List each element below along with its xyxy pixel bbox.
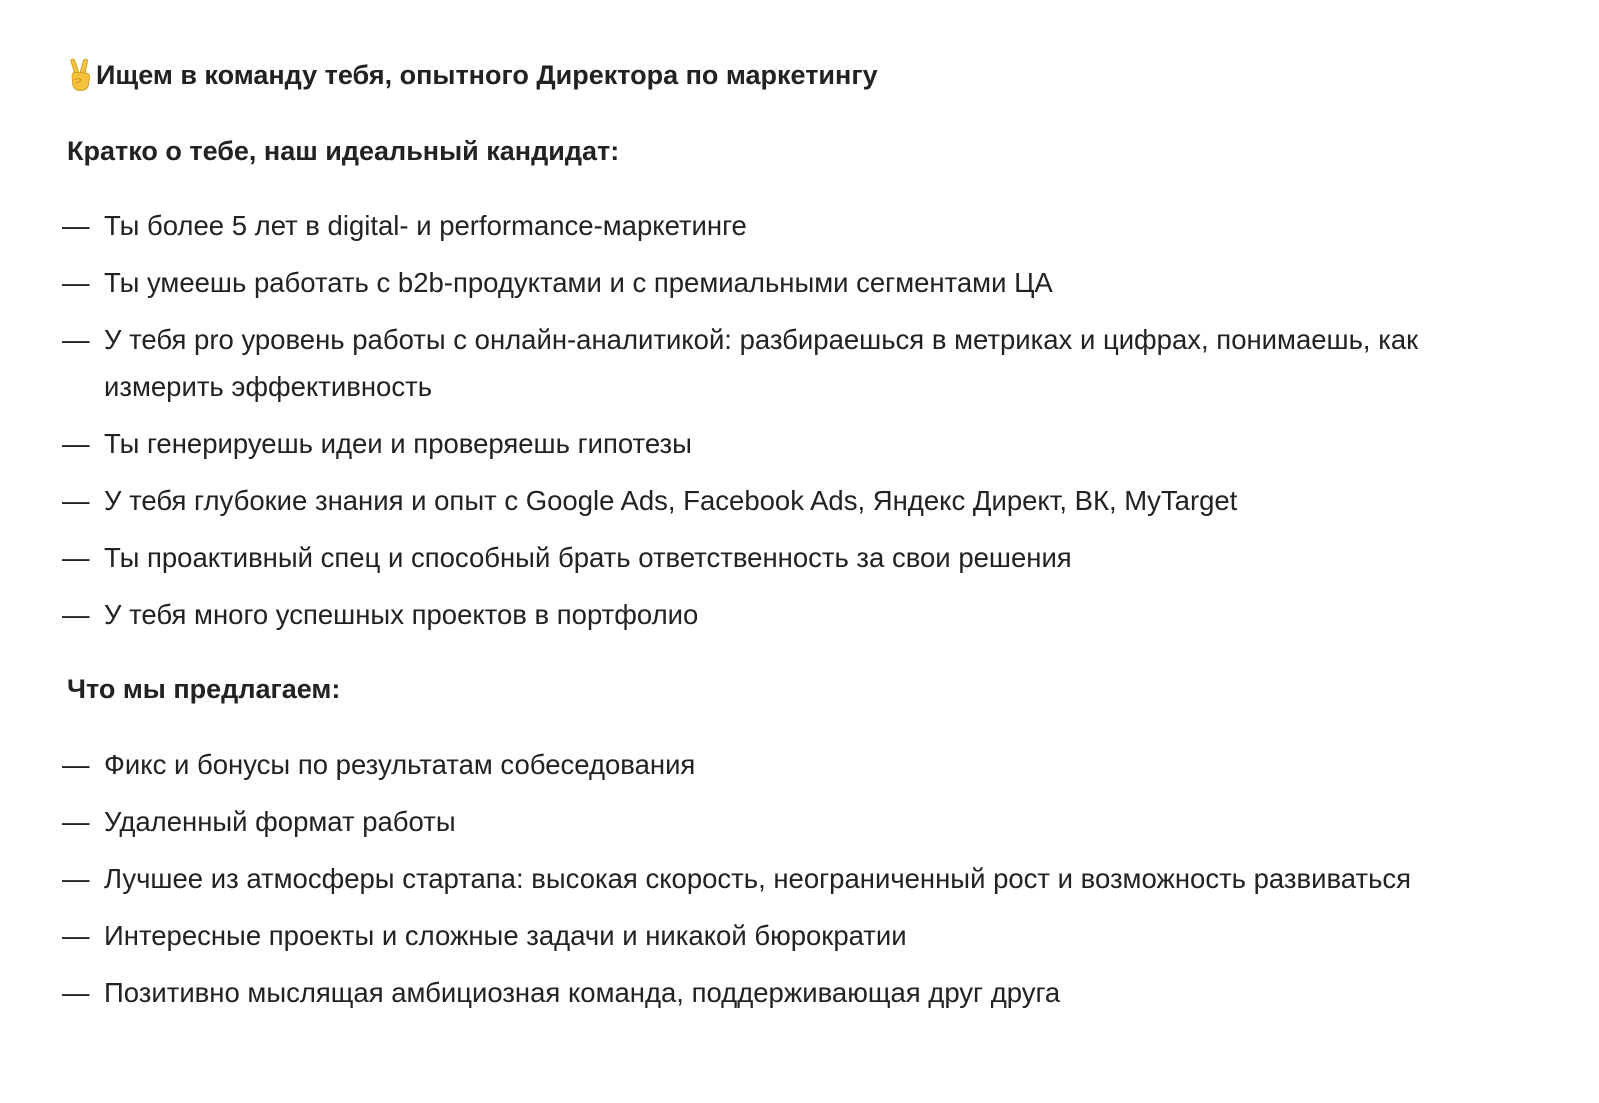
list-item — [62, 420, 1542, 467]
list-item-text: Удаленный формат работы — [104, 806, 456, 837]
bullet-dash: — — [62, 863, 90, 894]
candidate-requirements-list — [62, 202, 1542, 648]
list-item — [62, 316, 1542, 410]
list-item — [62, 259, 1542, 306]
offer-list — [62, 741, 1542, 1026]
list-item-text: Ты умеешь работать с b2b-продуктами и с премиальными сегментами ЦА — [104, 267, 1053, 298]
bullet-dash: — — [62, 542, 90, 573]
candidate-section-title: Кратко о тебе, наш идеальный кандидат: — [67, 136, 620, 166]
list-item-text: Ты проактивный спец и способный брать ответственность за свои решения — [104, 542, 1072, 573]
bullet-dash: — — [62, 749, 90, 780]
bullet-dash: — — [62, 485, 90, 516]
list-item-text: Интересные проекты и сложные задачи и никакой бюрократии — [104, 920, 907, 951]
list-item — [62, 969, 1542, 1016]
bullet-dash: — — [62, 806, 90, 837]
headline — [66, 56, 878, 94]
bullet-dash: — — [62, 599, 90, 630]
list-item — [62, 534, 1542, 581]
list-item — [62, 741, 1542, 788]
list-item-text: Лучшее из атмосферы стартапа: высокая скорость, неограниченный рост и возможность развиваться — [104, 863, 1412, 894]
list-item-text: Ты генерируешь идеи и проверяешь гипотезы — [104, 428, 692, 459]
list-item — [62, 591, 1542, 638]
list-item-text: Фикс и бонусы по результатам собеседования — [104, 749, 696, 780]
bullet-dash: — — [62, 210, 90, 241]
offer-section-title: Что мы предлагаем: — [67, 674, 341, 704]
bullet-dash: — — [62, 267, 90, 298]
bullet-dash: — — [62, 977, 90, 1008]
bullet-dash: — — [62, 324, 90, 355]
bullet-dash: — — [62, 428, 90, 459]
list-item-text: У тебя глубокие знания и опыт с Google Ads, Facebook Ads, Яндекс Директ, ВК, MyTarget — [104, 485, 1238, 516]
bullet-dash: — — [62, 920, 90, 951]
list-item-text: Позитивно мыслящая амбициозная команда, поддерживающая друг друга — [104, 977, 1061, 1008]
list-item — [62, 912, 1542, 959]
list-item-text: Ты более 5 лет в digital- и performance-маркетинге — [104, 210, 747, 241]
headline-text: Ищем в команду тебя, опытного Директора по маркетингу — [96, 60, 878, 90]
list-item — [62, 855, 1444, 902]
list-item — [62, 202, 1542, 249]
list-item-text: У тебя много успешных проектов в портфолио — [104, 599, 699, 630]
list-item — [62, 798, 1542, 845]
list-item — [62, 477, 1542, 524]
victory-hand-icon — [66, 58, 94, 92]
list-item-text: У тебя pro уровень работы с онлайн-аналитикой: разбираешься в метриках и цифрах, понимаешь, как измерить эффективность — [104, 324, 1419, 402]
